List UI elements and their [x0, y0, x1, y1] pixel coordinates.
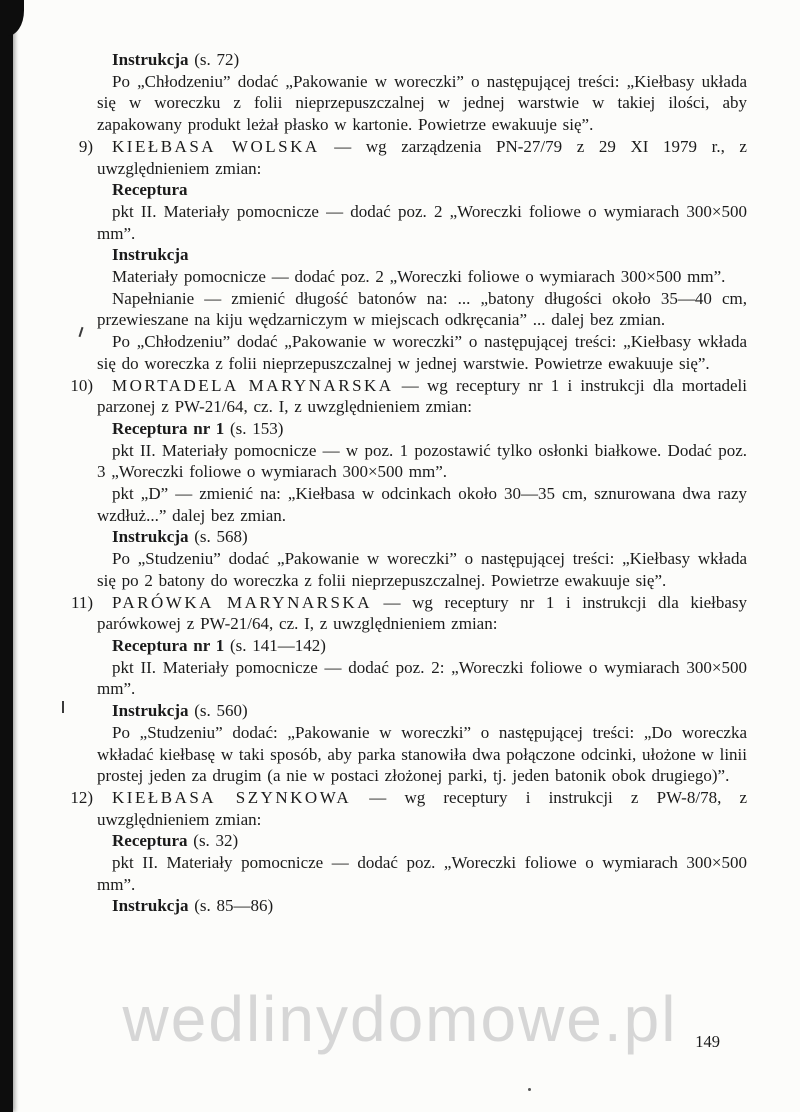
item-number: 12) [70, 787, 93, 807]
heading-label: Instrukcja [112, 896, 189, 916]
heading-page-ref: (s. 32) [187, 831, 239, 851]
list-item-9 [78, 136, 747, 375]
heading-page-ref: (s. 568) [188, 527, 248, 547]
item-title-rest: — wg receptury nr 1 i instrukcji dla kiełbasy parówkowej z PW-21/64, cz. I, z uwzględnieniem zmian: [97, 592, 747, 634]
heading-label: Receptura nr 1 [112, 418, 225, 438]
instrukcja-heading [97, 526, 747, 548]
paragraph: pkt II. Materiały pomocnicze — dodać poz. „Woreczki foliowe o wymiarach 300×500 mm”. [97, 853, 747, 894]
list-item-11 [70, 592, 747, 787]
scan-edge-strip [0, 0, 13, 1112]
page-content [70, 49, 748, 917]
heading-page-ref: (s. 72) [188, 50, 240, 69]
item-name: KIEŁBASA SZYNKOWA [112, 787, 352, 807]
receptura-heading [97, 635, 747, 657]
item-title [97, 787, 747, 830]
list-item-10 [70, 375, 747, 592]
intro-paragraph: Po „Chłodzeniu” dodać „Pakowanie w woreczki” o następującej treści: „Kiełbasy układa się w woreczku z folii nieprzepuszczalnej w jednej warstwie w takiej ilości, aby zapakowany produkt leżał płasko w kartonie. Powietrze ewakuuje się”. [97, 71, 747, 135]
heading-label: Receptura [112, 180, 188, 200]
instrukcja-heading [97, 700, 747, 722]
receptura-heading [97, 179, 747, 201]
paragraph: Po „Chłodzeniu” dodać „Pakowanie w woreczki” o następującej treści: „Kiełbasy wkłada się do woreczka z folii nieprzepuszczalnej w jednej warstwie. Powietrze ewakuuje się”. [97, 332, 747, 373]
page-number: 149 [695, 1032, 720, 1051]
item-title [97, 136, 747, 179]
paragraph: pkt II. Materiały pomocnicze — dodać poz. 2 „Woreczki foliowe o wymiarach 300×500 mm”. [97, 201, 747, 243]
instrukcja-heading [97, 244, 747, 266]
instrukcja-heading [97, 895, 747, 917]
heading-label: Instrukcja [112, 527, 189, 547]
watermark: wedlinydomowe.pl [122, 983, 678, 1055]
paragraph: Materiały pomocnicze — dodać poz. 2 „Woreczki foliowe o wymiarach 300×500 mm”. [112, 267, 726, 287]
paragraph: pkt II. Materiały pomocnicze — w poz. 1 pozostawić tylko osłonki białkowe. Dodać poz. 3 „Woreczki foliowe o wymiarach 300×500 mm”. [97, 440, 747, 482]
receptura-heading [97, 830, 747, 852]
scan-artifact [528, 1088, 531, 1091]
item-title-rest: — wg receptury i instrukcji z PW-8/78, z uwzględnieniem zmian: [97, 787, 748, 829]
paragraph: Po „Studzeniu” dodać: „Pakowanie w woreczki” o następującej treści: „Do woreczka wkładać kiełbasę w taki sposób, aby parka stanowiła dwa połączone odcinki, ułożone w linii prostej jeden za drugim (a nie w postaci złożonej parki, tj. jeden batonik obok drugiego)”. [97, 722, 747, 786]
item-number: 10) [70, 375, 93, 395]
item-title [97, 375, 747, 418]
heading-label: Instrukcja [112, 245, 189, 265]
scan-corner-mark [0, 0, 24, 36]
item-name: MORTADELA MARYNARSKA [112, 375, 394, 395]
heading-page-ref: (s. 85—86) [188, 896, 274, 916]
heading-page-ref: (s. 560) [188, 701, 248, 721]
item-name: PARÓWKA MARYNARSKA [112, 592, 372, 612]
heading-page-ref: (s. 141—142) [224, 635, 326, 655]
intro-instrukcja-heading [97, 49, 747, 71]
heading-page-ref: (s. 153) [224, 418, 284, 438]
receptura-heading [97, 418, 747, 440]
heading-label: Receptura [112, 831, 188, 851]
list-item-12 [70, 787, 748, 917]
item-number: 11) [70, 592, 93, 612]
item-number: 9) [78, 136, 93, 156]
heading-label: Instrukcja [112, 701, 189, 721]
paragraph: Napełnianie — zmienić długość batonów na: ... „batony długości około 35—40 cm, przewieszane na kiju wędzarniczym w miejscach odkręcania” ... dalej bez zmian. [97, 288, 747, 330]
scan-artifact [62, 701, 64, 713]
item-title-rest: — wg zarządzenia PN-27/79 z 29 XI 1979 r., z uwzględnieniem zmian: [97, 136, 747, 178]
item-title-rest: — wg receptury nr 1 i instrukcji dla mortadeli parzonej z PW-21/64, cz. I, z uwzględnieniem zmian: [97, 375, 747, 417]
item-title [97, 592, 747, 635]
scan-artifact [79, 327, 84, 337]
heading-label: Receptura nr 1 [112, 635, 225, 655]
paragraph: pkt II. Materiały pomocnicze — dodać poz. 2: „Woreczki foliowe o wymiarach 300×500 mm”. [97, 657, 747, 699]
paragraph: Po „Studzeniu” dodać „Pakowanie w woreczki” o następującej treści: „Kiełbasy wkłada się po 2 batony do woreczka z folii nieprzepuszczalnej. Powietrze ewakuuje się”. [97, 549, 747, 590]
paragraph: pkt „D” — zmienić na: „Kiełbasa w odcinkach około 30—35 cm, sznurowana dwa razy wzdłuż...” dalej bez zmian. [97, 484, 747, 525]
heading-label: Instrukcja [112, 50, 189, 69]
item-name: KIEŁBASA WOLSKA [112, 136, 320, 156]
